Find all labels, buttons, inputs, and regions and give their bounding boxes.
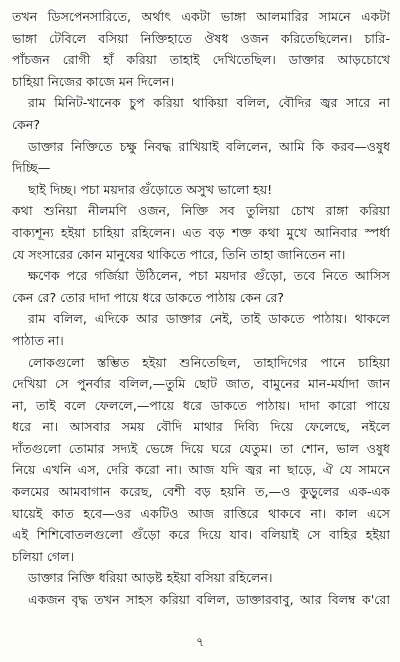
text-line: কেন? xyxy=(12,116,41,132)
text-line: কথা শুনিয়া নীলমণি ওজন, নিক্তি সব তুলিয়া চোখ রাঙ্গা করিয়া xyxy=(12,203,390,219)
text-line: লোকগুলো স্তম্ভিত হইয়া শুনিতেছিল, তাহাদিগের পানে চাহিয়া xyxy=(28,354,390,370)
text-line: রাম বলিল, এদিকে আর ডাক্তার নেই, তাই ডাকতে পাঠায়। থাকলে xyxy=(28,311,390,327)
text-line: ঘায়েই কাত হবে—ওর একটিও আজ রাত্তিরে থাকবে না। কাল এসে xyxy=(12,505,390,521)
text-line: দেখিয়া সে পুনর্বার বলিল,—তুমি ছোট জাত, বামুনের মান-মর্যাদা জান xyxy=(12,376,390,392)
text-line: পাঠাত না। xyxy=(12,332,64,348)
text-line: ধরে না। আসবার সময় বৌদি মাথার দিব্যি দিয়ে ফেলেছে, নইলে xyxy=(12,419,390,435)
text-line: ছাই দিচ্ছ। পচা ময়দার গুঁড়োতে অসুখ ভালো হয়! xyxy=(28,181,273,197)
text-line: কলমের আমবাগান করেছ, বেশী বড় হয়নি ত,—ও কুড়ুলের এক-এক xyxy=(12,484,390,500)
text-line: তখন ডিসপেনসারিতে, অর্থাৎ একটা ভাঙ্গা আলমারির সামনে একটা xyxy=(12,9,390,24)
text-line: যে সংসারের কোন মানুষের থাকিতে পারে, তিনি তাহা জানিতেন না। xyxy=(12,246,346,262)
text-line: ভাঙ্গা টেবিলে বসিয়া নিক্তিহাতে ঔষধ ওজন করিতেছিলেন। চারি- xyxy=(12,30,390,46)
text-line: এই শিশিবোতলগুলো গুঁড়ো করে দিয়ে যাব। বলিয়াই সে বাহির হইয়া xyxy=(12,527,390,543)
body-text xyxy=(12,6,390,611)
text-line: একজন বৃদ্ধ তখন সাহস করিয়া বলিল, ডাক্তারবাবু, আর বিলম্ব ক'রো xyxy=(28,592,390,608)
text-line: বাক্যশূন্য হইয়া চাহিয়া রহিলেন। এত বড় শক্ত কথা মুখে আনিবার স্পর্ধা xyxy=(12,224,390,240)
text-line: দিচ্ছি— xyxy=(12,160,51,176)
page-number: ৭ xyxy=(196,635,204,649)
text-line: চলিয়া গেল। xyxy=(12,548,75,564)
text-line: ডাক্তার নিক্তি ধরিয়া আড়ষ্ট হইয়া বসিয়া রহিলেন। xyxy=(28,570,273,586)
text-line: না, তাই বলে ফেললে,—পায়ে ধরে ডাকতে পাঠায়। দাদা কারো পায়ে xyxy=(12,397,390,413)
text-line: চাহিয়া নিজের কাজে মন দিলেন। xyxy=(12,73,175,89)
text-line: কেন রে? তোর দাদা পায়ে ধরে ডাকতে পাঠায় কেন রে? xyxy=(12,289,284,305)
text-line: দাঁতগুলো তোমার সদ্যই ভেঙ্গে দিয়ে ঘরে যেতুম। তা শোন, ভাল ওষুধ xyxy=(12,440,390,456)
text-line: ক্ষণেক পরে গর্জিয়া উঠিলেন, পচা ময়দার গুঁড়ো, তবে নিতে আসিস xyxy=(28,268,390,284)
text-line: পাঁচজন রোগী হাঁ করিয়া তাহাই দেখিতেছিল। ডাক্তার আড়চোখে xyxy=(12,52,390,68)
text-line: ডাক্তার নিক্তিতে চক্ষু নিবদ্ধ রাখিয়াই বলিলেন, আমি কি করব—ওষুধ xyxy=(28,138,390,154)
text-line: নিয়ে এখনি এস, দেরি করো না। আজ যদি জ্বর না ছাড়ে, ঐ যে সামনে xyxy=(12,462,390,478)
text-line: রাম মিনিট-খানেক চুপ করিয়া থাকিয়া বলিল, বৌদির জ্বর সারে না xyxy=(28,95,390,111)
